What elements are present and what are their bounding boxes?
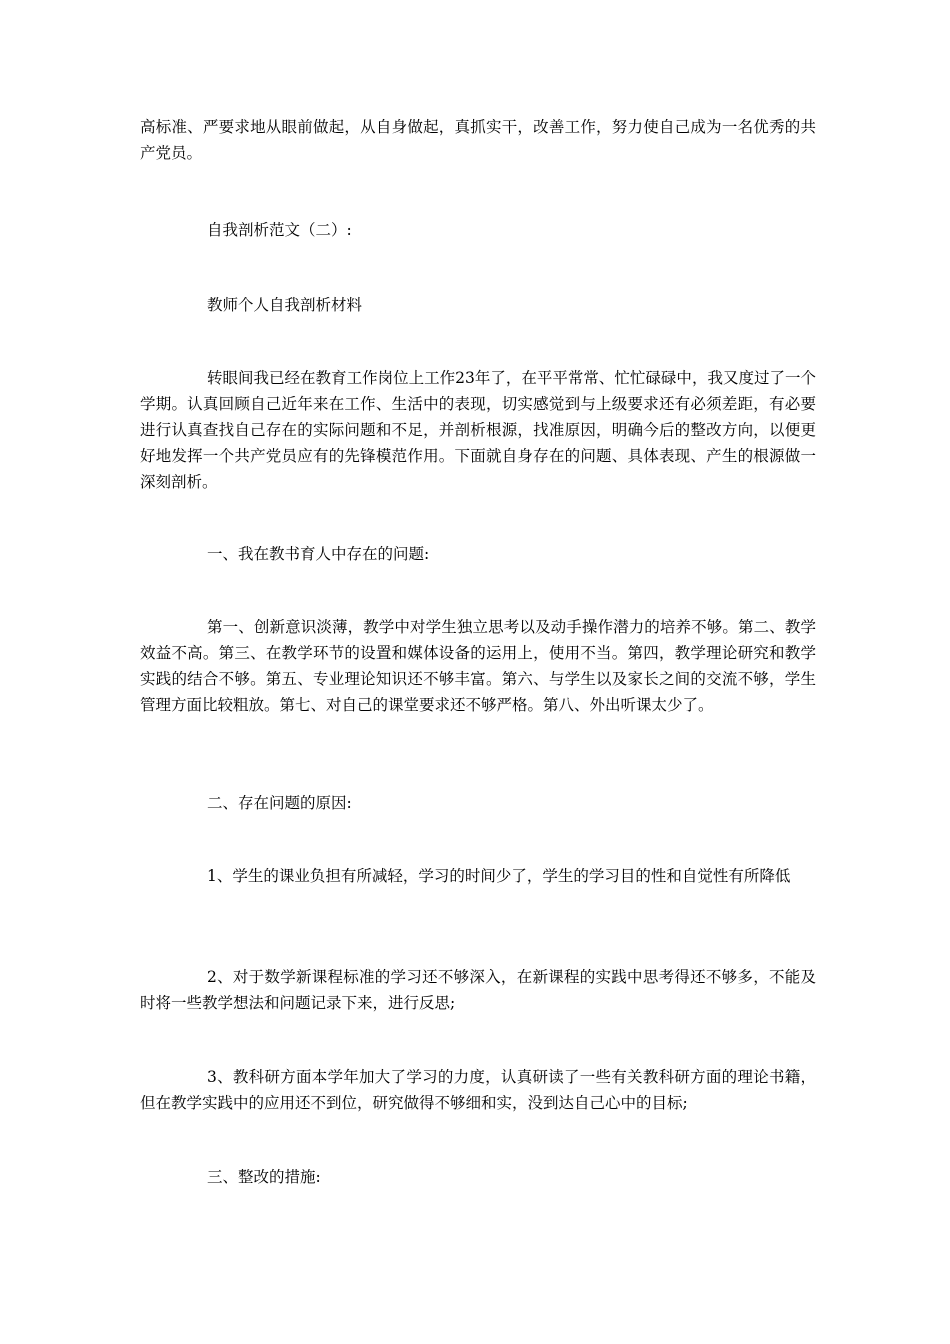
cause-item-2: 2、对于数学新课程标准的学习还不够深入，在新课程的实践中思考得还不够多，不能及时将一些教学想法和问题记录下来，进行反思; (140, 968, 816, 1012)
intro-paragraph: 转眼间我已经在教育工作岗位上工作23年了，在平平常常、忙忙碌碌中，我又度过了一个学期。认真回顾自己近年来在工作、生活中的表现，切实感觉到与上级要求还有必须差距，有必要进行认真查找自己存在的实际问题和不足，并剖析根源，找准原因，明确今后的整改方向，以便更好地发挥一个共产党员应有的先锋模范作用。下面就自身存在的问题、具体表现、产生的根源做一深刻剖析。 (140, 369, 816, 491)
problems-paragraph: 第一、创新意识淡薄，教学中对学生独立思考以及动手操作潜力的培养不够。第二、教学效益不高。第三、在教学环节的设置和媒体设备的运用上，使用不当。第四，教学理论研究和教学实践的结合不够。第五、专业理论知识还不够丰富。第六、与学生以及家长之间的交流不够，学生管理方面比较粗放。第七、对自己的课堂要求还不够严格。第八、外出听课太少了。 (140, 618, 816, 714)
heading-measures: 三、整改的措施: (207, 1168, 321, 1186)
document-title: 教师个人自我剖析材料 (207, 296, 363, 314)
section-title: 自我剖析范文（二）: (207, 221, 352, 239)
cause-item-3: 3、教科研方面本学年加大了学习的力度，认真研读了一些有关教科研方面的理论书籍，但在教学实践中的应用还不到位，研究做得不够细和实，没到达自己心中的目标; (140, 1068, 816, 1112)
heading-causes: 二、存在问题的原因: (207, 794, 352, 812)
paragraph-continuation: 高标准、严要求地从眼前做起，从自身做起，真抓实干，改善工作，努力使自己成为一名优秀的共产党员。 (140, 118, 816, 162)
heading-problems: 一、我在教书育人中存在的问题: (207, 545, 430, 563)
cause-item-1: 1、学生的课业负担有所减轻，学习的时间少了，学生的学习目的性和自觉性有所降低 (207, 867, 791, 885)
